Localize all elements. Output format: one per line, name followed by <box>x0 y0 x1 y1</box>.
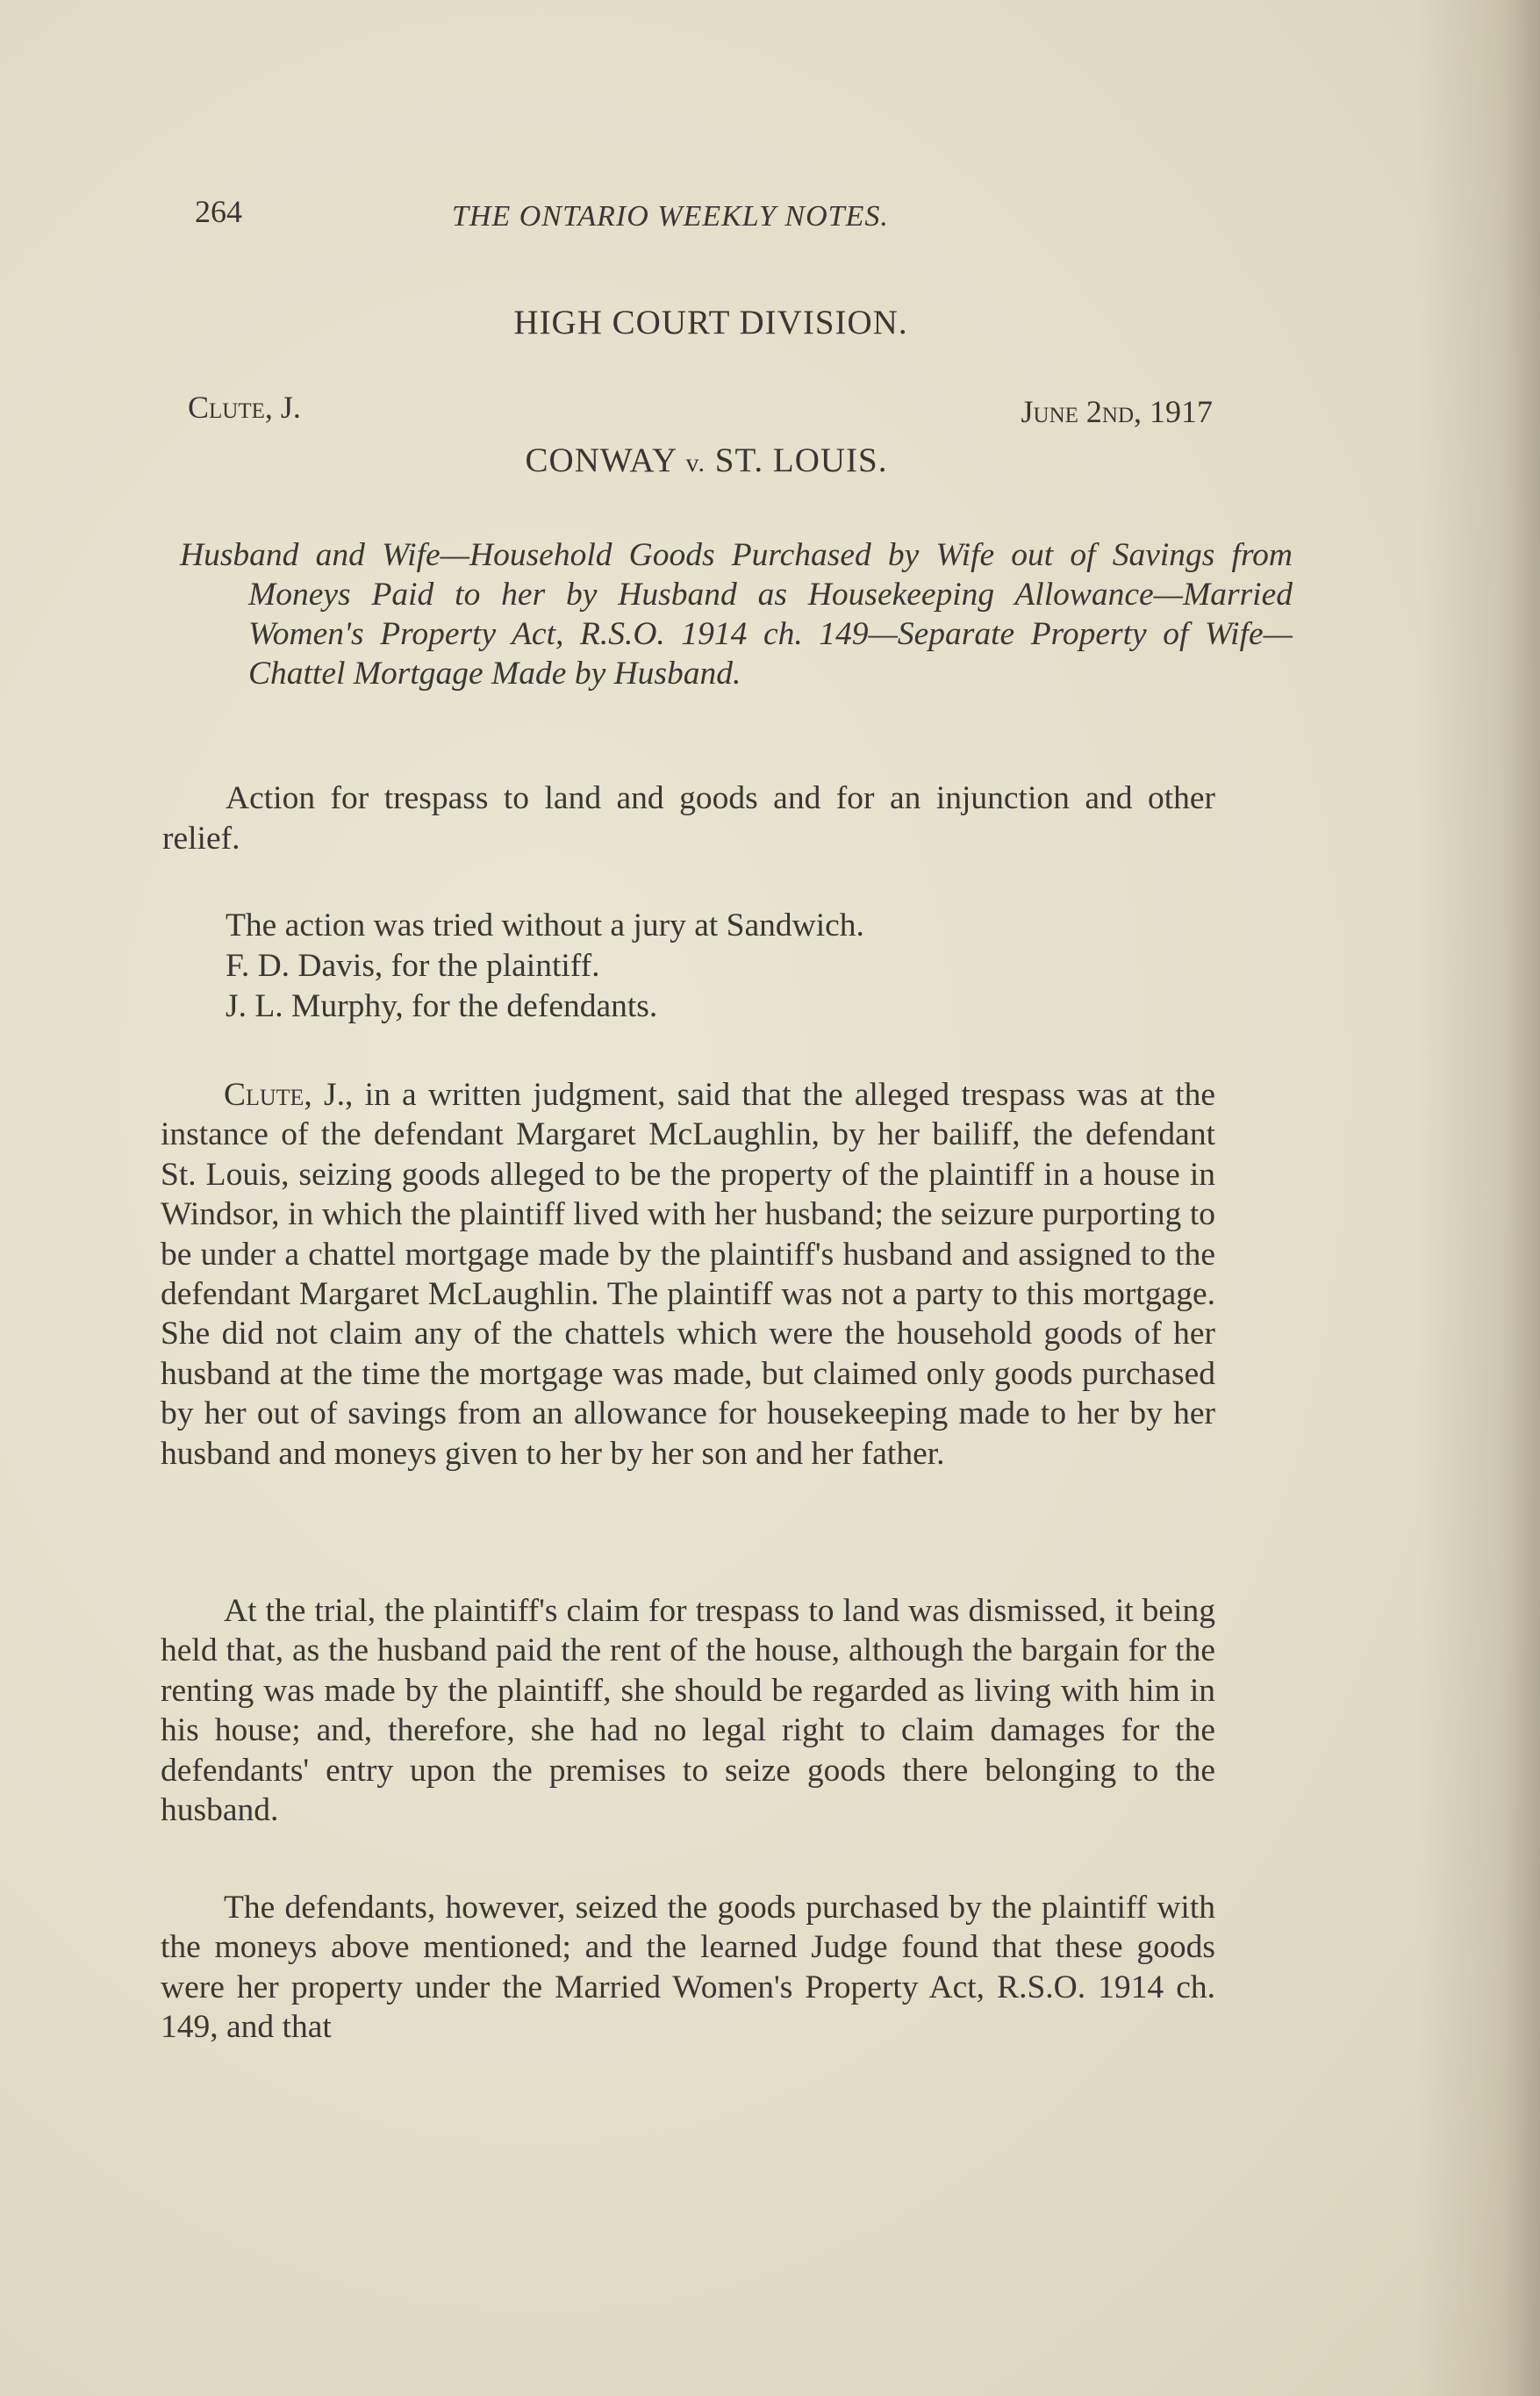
trial-note: The action was tried without a jury at Sandwich. <box>226 907 864 943</box>
counsel-defendants: J. L. Murphy, for the defendants. <box>226 988 658 1024</box>
case-versus: v. <box>685 448 706 477</box>
case-plaintiff: CONWAY <box>525 441 677 479</box>
court-division-heading: HIGH COURT DIVISION. <box>513 304 908 341</box>
trial-paragraph: At the trial, the plaintiff's claim for trespass to land was dismissed, it being held that, as the husband paid the rent of the house, although the bargain for the renting was made by the plaintiff, she should be regarded as living with him in his house; and, therefore, she had no legal right to claim damages for the defendants' entry upon the premises to seize goods there belonging to the husband. <box>161 1593 1215 1829</box>
judge-name: Clute, J. <box>188 390 301 425</box>
judgment-text: , in a written judgment, said that the alleged trespass was at the instance of the defendant Margaret McLaughlin, by her bailiff, the defendant St. Louis, seizing goods alleged to be the property of the plaintiff in a house in Windsor, in which the plaintiff lived with her husband; the seizure purporting to be under a chattel mortgage made by the plaintiff's husband and assigned to the defendant Margaret McLaughlin. The plaintiff was not a party to this mortgage. She did not claim any of the chattels which were the household goods of her husband at the time the mortgage was made, but claimed only goods purchased by her out of savings from an allowance for housekeeping made to her by her husband and moneys given to her by her son and her father. <box>161 1077 1216 1472</box>
action-paragraph: Action for trespass to land and goods and for an injunction and other relief. <box>162 780 1215 857</box>
running-head: THE ONTARIO WEEKLY NOTES. <box>452 200 889 233</box>
counsel-plaintiff: F. D. Davis, for the plaintiff. <box>226 948 600 984</box>
defendants-paragraph: The defendants, however, seized the goods purchased by the plaintiff with the moneys above mentioned; and the learned Judge found that these goods were her property under the Married Women's Property Act, R.S.O. 1914 ch. 149, and that <box>161 1890 1215 2046</box>
headnote: Husband and Wife—Household Goods Purchased by Wife out of Savings from Moneys Paid to her by Husband as Housekeeping Allowance—Married Women's Property Act, R.S.O. 1914 ch. 149—Separate Property of Wife—Chattel Mortgage Made by Husband. <box>180 537 1293 692</box>
case-title <box>0 441 1413 480</box>
page-number: 264 <box>195 194 242 229</box>
judgment-date: June 2nd, 1917 <box>1021 394 1213 429</box>
judgment-judge-name: Clute, J. <box>224 1077 346 1113</box>
judgment-paragraph <box>161 1075 1215 1474</box>
case-defendant: ST. LOUIS. <box>714 441 888 479</box>
